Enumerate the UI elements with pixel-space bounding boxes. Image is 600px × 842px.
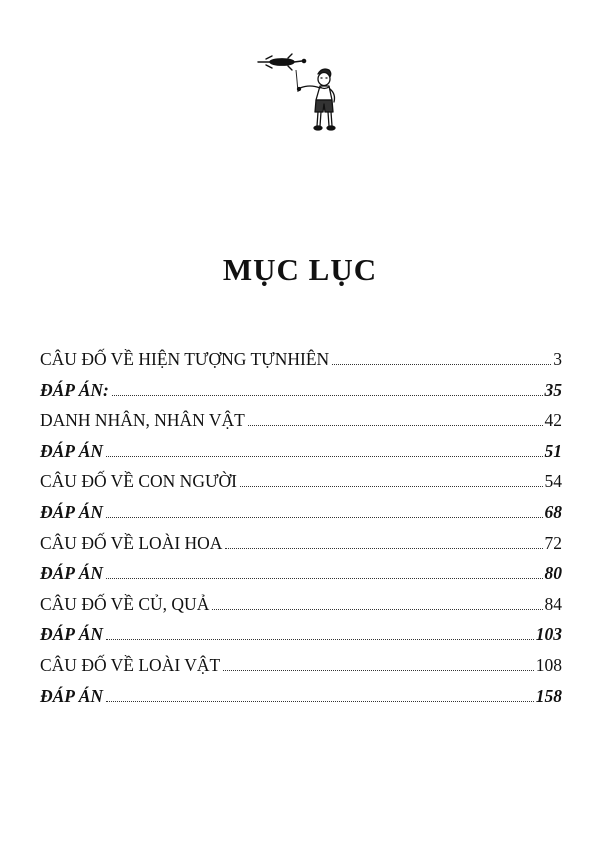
toc-entry-label: ĐÁP ÁN <box>40 501 104 522</box>
dot-leader <box>106 456 542 457</box>
toc-entry-page: 54 <box>544 471 562 492</box>
toc-entry-label: ĐÁP ÁN <box>40 685 104 706</box>
toc-entry[interactable] <box>40 655 562 686</box>
toc-entry-label: CÂU ĐỐ VỀ HIỆN TƯỢNG TỰNHIÊN <box>40 349 330 369</box>
toc-entry-label: ĐÁP ÁN <box>40 440 104 461</box>
dot-leader <box>225 548 542 549</box>
toc-entry-page: 84 <box>544 593 562 614</box>
toc-entry[interactable] <box>40 594 562 625</box>
toc-entry-label: CÂU ĐỐ VỀ CỦ, QUẢ <box>40 593 210 614</box>
boy-illustration-icon <box>248 40 358 140</box>
dot-leader <box>240 486 542 487</box>
dot-leader <box>106 578 542 579</box>
dot-leader <box>106 639 534 640</box>
toc-entry-page: 108 <box>535 654 562 675</box>
toc-entry-page: 68 <box>544 501 562 522</box>
toc-entry-label: CÂU ĐỐ VỀ LOÀI VẬT <box>40 654 221 675</box>
dot-leader <box>112 395 543 396</box>
dot-leader <box>223 670 534 671</box>
dot-leader <box>332 364 551 365</box>
toc-entry[interactable] <box>40 471 562 502</box>
toc-entry[interactable] <box>40 349 562 380</box>
toc-entry[interactable] <box>40 441 562 472</box>
toc-entry[interactable] <box>40 502 562 533</box>
toc-entry-page: 35 <box>544 379 562 400</box>
toc-entry[interactable] <box>40 410 562 441</box>
toc-entry[interactable] <box>40 380 562 411</box>
page-title: MỤC LỤC <box>222 252 378 287</box>
toc-entry-label: DANH NHÂN, NHÂN VẬT <box>40 410 245 431</box>
toc-entry-page: 42 <box>544 410 562 431</box>
dot-leader <box>248 425 543 426</box>
toc-entry-page: 158 <box>535 685 562 706</box>
toc-entry-label: ĐÁP ÁN <box>40 624 104 645</box>
dot-leader <box>106 701 534 702</box>
toc-entry-page: 72 <box>544 532 562 553</box>
table-of-contents <box>40 349 562 716</box>
toc-entry-label: CÂU ĐỐ VỀ CON NGƯỜI <box>40 471 238 492</box>
dot-leader <box>106 517 542 518</box>
toc-entry-label: ĐÁP ÁN: <box>40 379 109 400</box>
toc-entry[interactable] <box>40 686 562 717</box>
toc-entry-page: 103 <box>535 624 562 645</box>
dot-leader <box>212 609 542 610</box>
toc-entry-page: 80 <box>544 563 562 584</box>
toc-entry-page: 3 <box>553 349 562 369</box>
insect-icon <box>258 54 306 70</box>
toc-entry[interactable] <box>40 624 562 655</box>
toc-entry[interactable] <box>40 533 562 564</box>
toc-entry-page: 51 <box>544 440 562 461</box>
toc-entry[interactable] <box>40 563 562 594</box>
toc-entry-label: ĐÁP ÁN <box>40 563 104 584</box>
toc-entry-label: CÂU ĐỐ VỀ LOÀI HOA <box>40 532 223 553</box>
boy-figure-icon <box>298 69 336 130</box>
